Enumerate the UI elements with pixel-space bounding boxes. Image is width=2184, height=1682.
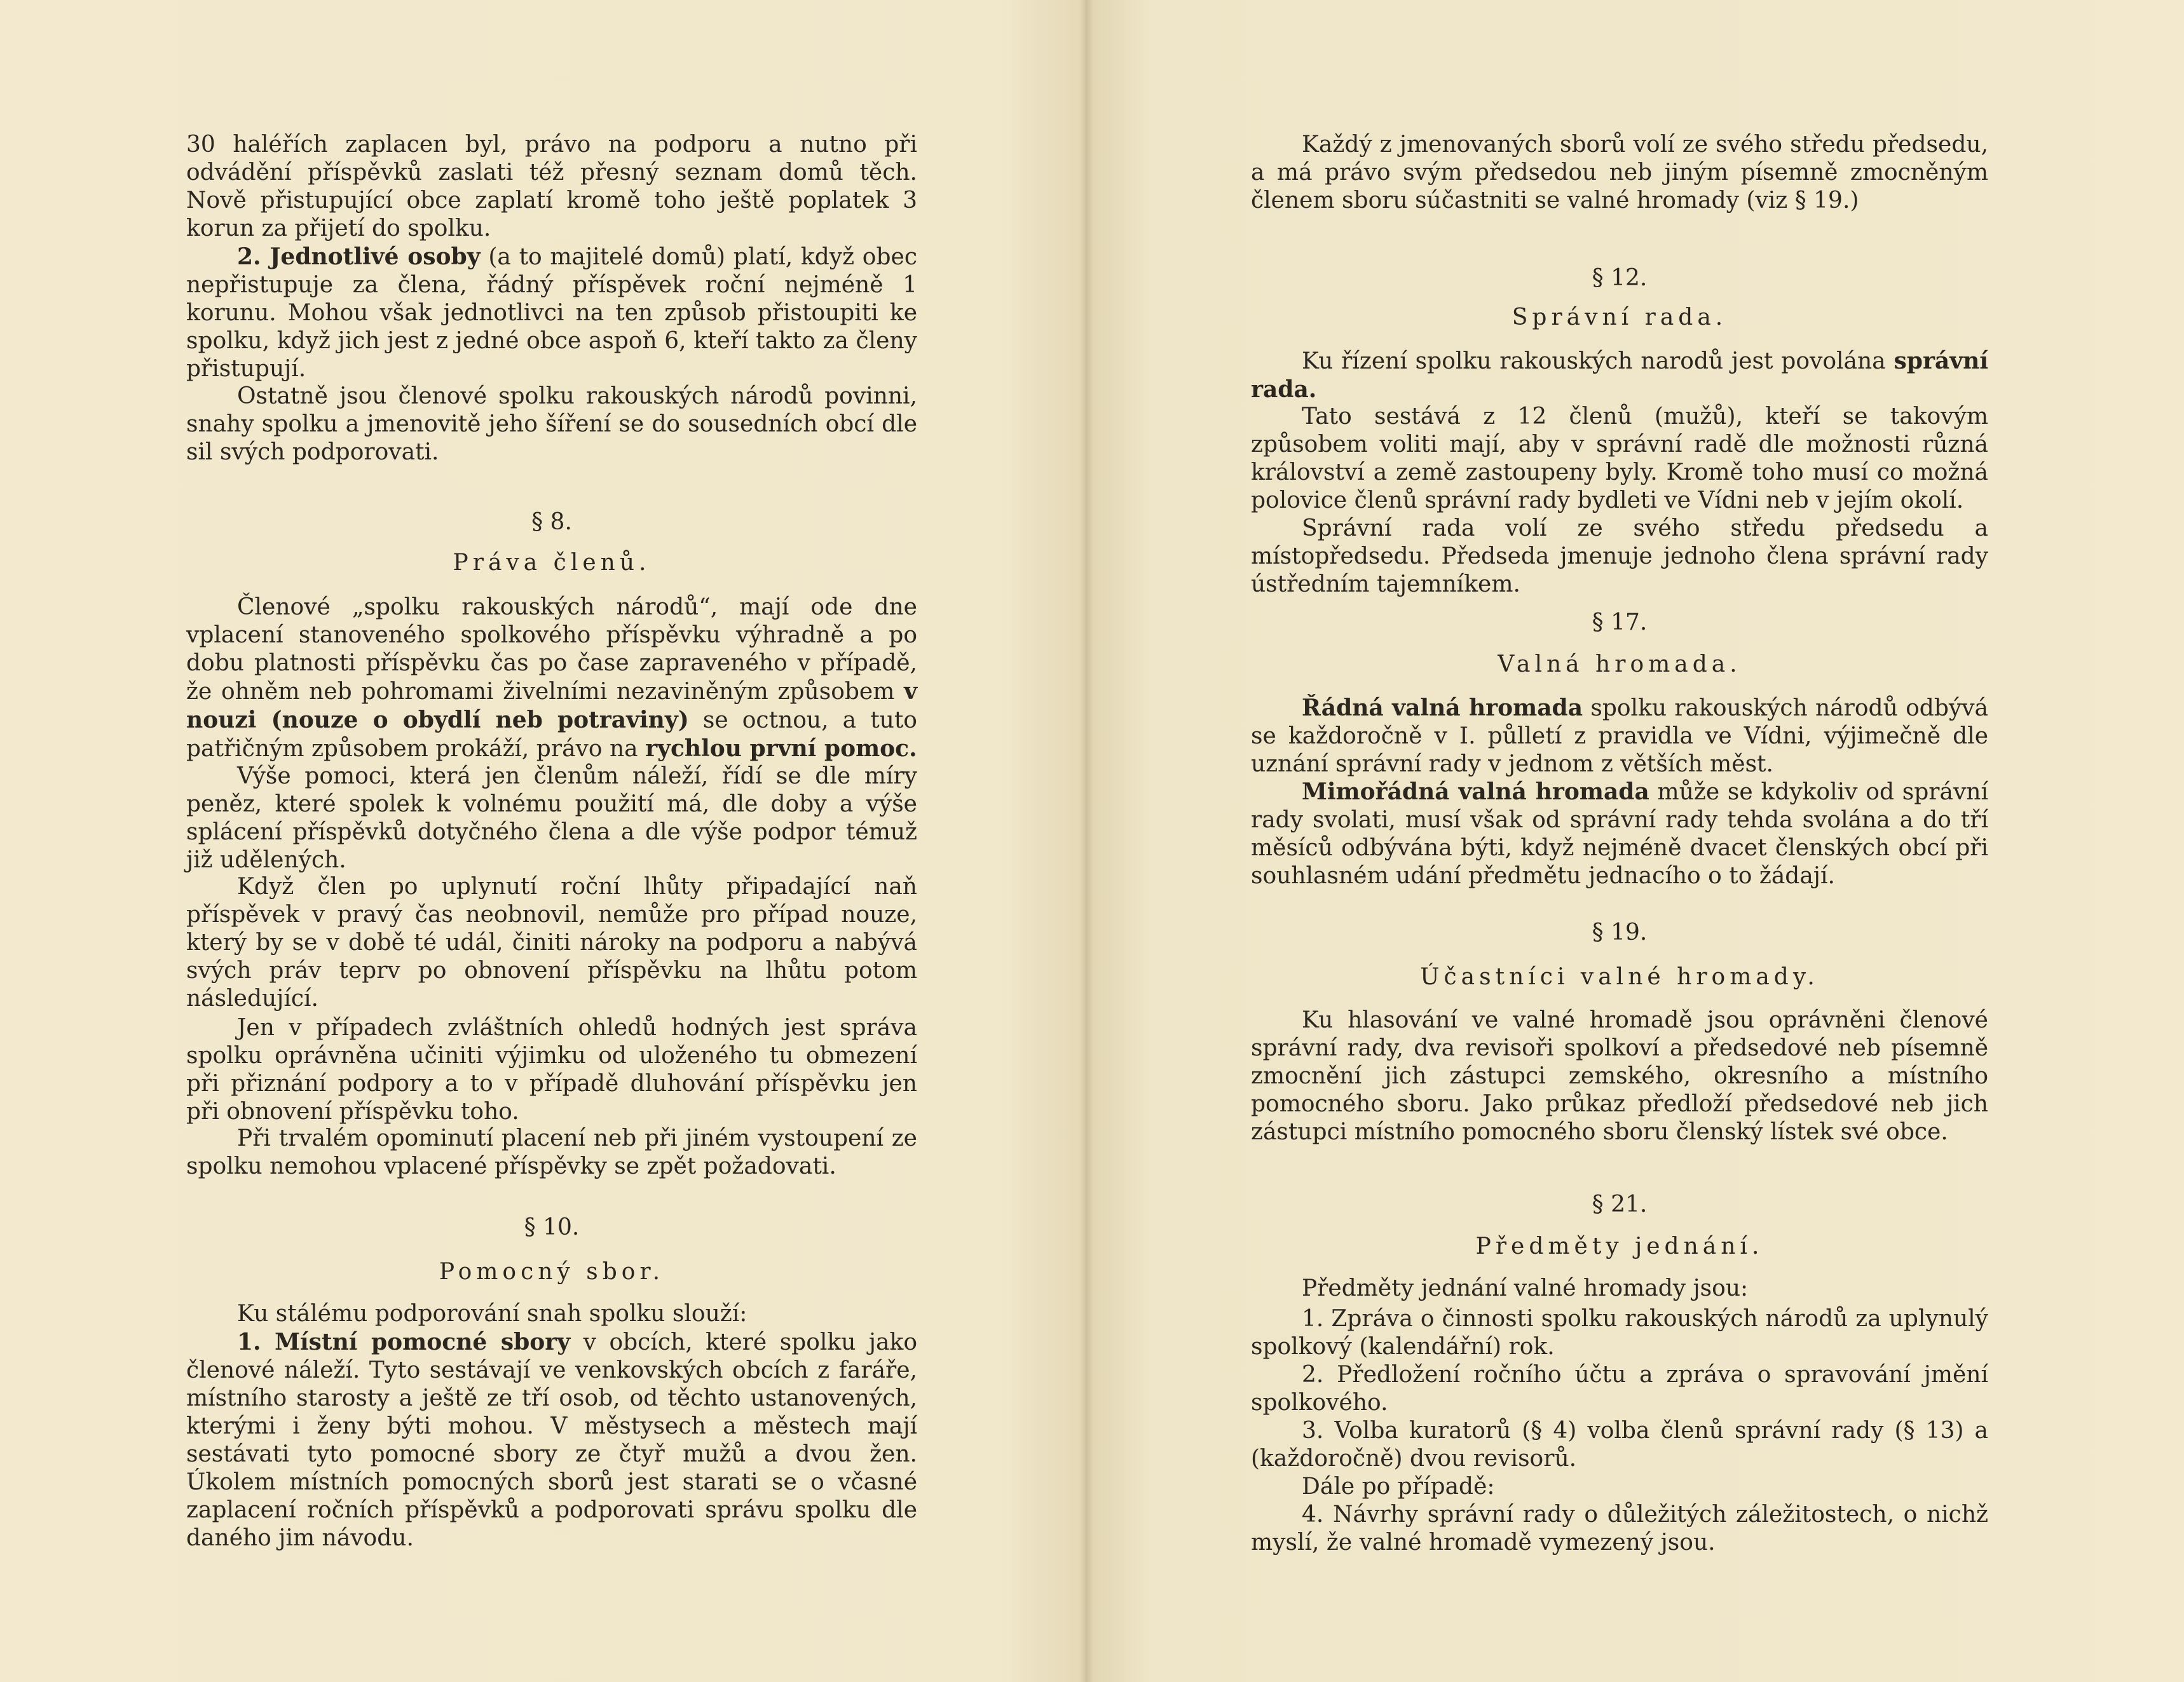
list-item: 1. Zpráva o činnosti spolku rakouských národů za uplynulý spolkový (kalendářní) rok. bbox=[1251, 1306, 1988, 1360]
section-title: Práva členů. bbox=[453, 550, 651, 576]
paragraph: Ostatně jsou členové spolku rakouských národů povinni, snahy spolku a jmenovitě jeho šíření se do sousedních obcí dle sil svých podporovati. bbox=[186, 383, 917, 465]
paragraph: Tato sestává z 12 členů (mužů), kteří se takovým způsobem voliti mají, aby v správní radě dle možnosti různá království a země zastoupeny byly. Kromě toho musí co možná polovice členů správní rady bydleti ve Vídni neb v jejím okolí. bbox=[1251, 404, 1988, 513]
section-number: § 12. bbox=[1592, 265, 1648, 291]
bold-lead: Mimořádná valná hromada bbox=[1302, 778, 1649, 805]
section-title: Účastníci valné hromady. bbox=[1420, 964, 1819, 990]
paragraph: Předměty jednání valné hromady jsou: bbox=[1302, 1275, 1749, 1301]
section-title: Pomocný sbor. bbox=[439, 1259, 665, 1285]
list-item: 2. Předložení ročního účtu a zpráva o spravování jmění spolkového. bbox=[1251, 1362, 1988, 1416]
bold-lead: Řádná valná hromada bbox=[1302, 695, 1583, 721]
paragraph: Dále po případě: bbox=[1302, 1474, 1495, 1500]
section-number: § 10. bbox=[524, 1214, 580, 1240]
paragraph: Když člen po uplynutí roční lhůty připadající naň příspěvek v pravý čas neobnovil, nemůže pro případ nouze, který by se v době té udál, činiti nároky na podporu a nabývá svých práv teprv po obnovení příspěvku na lhůtu potom následující. bbox=[186, 874, 917, 1012]
list-item: 4. Návrhy správní rady o důležitých záležitostech, o nichž myslí, že valné hromadě vymezený jsou. bbox=[1251, 1502, 1988, 1556]
bold-phrase: správní rada. bbox=[1251, 348, 1988, 403]
paragraph bbox=[1251, 694, 1988, 778]
paragraph bbox=[1251, 778, 1988, 890]
paragraph: Jen v případech zvláštních ohledů hodných jest správa spolku oprávněna učiniti výjimku od uloženého tu obmezení při přiznání podpory a to v případě dluhování příspěvku jen při obnovení příspěvku toho. bbox=[186, 1015, 917, 1125]
paragraph-text: spolku rakouských národů odbývá se každoročně v I. půlletí z pravidla ve Vídni, výjimečně dle uznání správní rady v jednom z větších měst. bbox=[1251, 695, 1989, 777]
paragraph-text: se octnou, a tuto patřičným způsobem prokáží, právo na bbox=[186, 707, 917, 762]
paragraph-text: Členové „spolku rakouských národů“, mají ode dne vplacení stanoveného spolkového příspěvku výhradně a po dobu platnosti příspěvku čas po čase zapraveného v případě, že ohněm neb pohromami živelními nezaviněným způsobem bbox=[186, 594, 917, 705]
paragraph: 30 haléřích zaplacen byl, právo na podporu a nutno při odvádění příspěvků zaslati též přesný seznam domů těch. Nově přistupující obce zaplatí kromě toho ještě poplatek 3 korun za přijetí do spolku. bbox=[186, 132, 917, 241]
bold-lead: 1. Místní pomocné sbory bbox=[237, 1329, 571, 1355]
section-title: Předměty jednání. bbox=[1475, 1233, 1764, 1259]
paragraph: Ku stálému podporování snah spolku slouží: bbox=[237, 1301, 747, 1327]
paragraph bbox=[186, 593, 917, 763]
section-number: § 19. bbox=[1592, 919, 1648, 946]
paragraph-text: (a to majitelé domů) platí, když obec nepřistupuje za člena, řádný příspěvek roční nejméně 1 korunu. Mohou však jednotlivci na ten způsob přistoupiti ke spolku, když jich jest z jedné obce aspoň 6, kteří takto za členy přistupují. bbox=[186, 244, 917, 382]
paragraph: Správní rada volí ze svého středu předsedu a místopředsedu. Předseda jmenuje jednoho člena správní rady ústředním tajemníkem. bbox=[1251, 515, 1988, 597]
section-number: § 8. bbox=[531, 509, 572, 535]
paragraph bbox=[1251, 347, 1988, 404]
bold-lead: 2. Jednotlivé osoby bbox=[237, 243, 481, 270]
paragraph bbox=[186, 243, 917, 383]
section-number: § 21. bbox=[1592, 1191, 1648, 1217]
paragraph bbox=[186, 1328, 917, 1552]
paragraph: Každý z jmenovaných sborů volí ze svého středu předsedu, a má právo svým předsedou neb jiným písemně zmocněným členem sboru súčastniti se valné hromady (viz § 19.) bbox=[1251, 132, 1988, 214]
section-number: § 17. bbox=[1592, 609, 1648, 635]
section-title: Správní rada. bbox=[1512, 304, 1728, 330]
paragraph-text: Ku řízení spolku rakouských narodů jest povolána bbox=[1302, 348, 1894, 374]
section-title: Valná hromada. bbox=[1498, 651, 1742, 677]
bold-phrase: v nouzi (nouze o obydlí neb potraviny) bbox=[186, 678, 917, 733]
list-item: 3. Volba kuratorů (§ 4) volba členů správní rady (§ 13) a (každoročně) dvou revisorů. bbox=[1251, 1418, 1988, 1472]
paragraph: Ku hlasování ve valné hromadě jsou oprávněni členové správní rady, dva revisoři spolkoví a předsedové neb písemně zmocnění jich zástupci zemského, okresního a místního pomocného sboru. Jako průkaz předloží předsedové neb jich zástupci místního pomocného sboru členský lístek své obce. bbox=[1251, 1007, 1988, 1145]
paragraph-text: může se kdykoliv od správní rady svolati, musí však od správní rady tehda svolána a do tří měsíců odbývána býti, když nejméně dvacet členských obcí při souhlasném udání předmětu jednacího o to žádají. bbox=[1251, 779, 1988, 889]
paragraph-text: v obcích, které spolku jako členové náleží. Tyto sestávají ve venkovských obcích z faráře, místního starosty a ještě ze tří osob, od těchto ustanovených, kterými i ženy býti mohou. V městysech a městech mají sestávati tyto pomocné sbory ze čtyř mužů a dvou žen. Úkolem místních pomocných sborů jest starati se o včasné zaplacení ročních příspěvků a podporovati správu spolku dle daného jim návodu. bbox=[186, 1329, 917, 1551]
book-gutter bbox=[1079, 0, 1093, 1682]
bold-phrase: rychlou první pomoc. bbox=[645, 735, 917, 762]
paragraph: Výše pomoci, která jen členům náleží, řídí se dle míry peněz, které spolek k volnému použití má, dle doby a výše splácení příspěvků dotyčného člena a dle výše podpor témuž již udělených. bbox=[186, 763, 917, 873]
paragraph: Při trvalém opominutí placení neb při jiném vystoupení ze spolku nemohou vplacené příspěvky se zpět požadovati. bbox=[186, 1125, 917, 1179]
